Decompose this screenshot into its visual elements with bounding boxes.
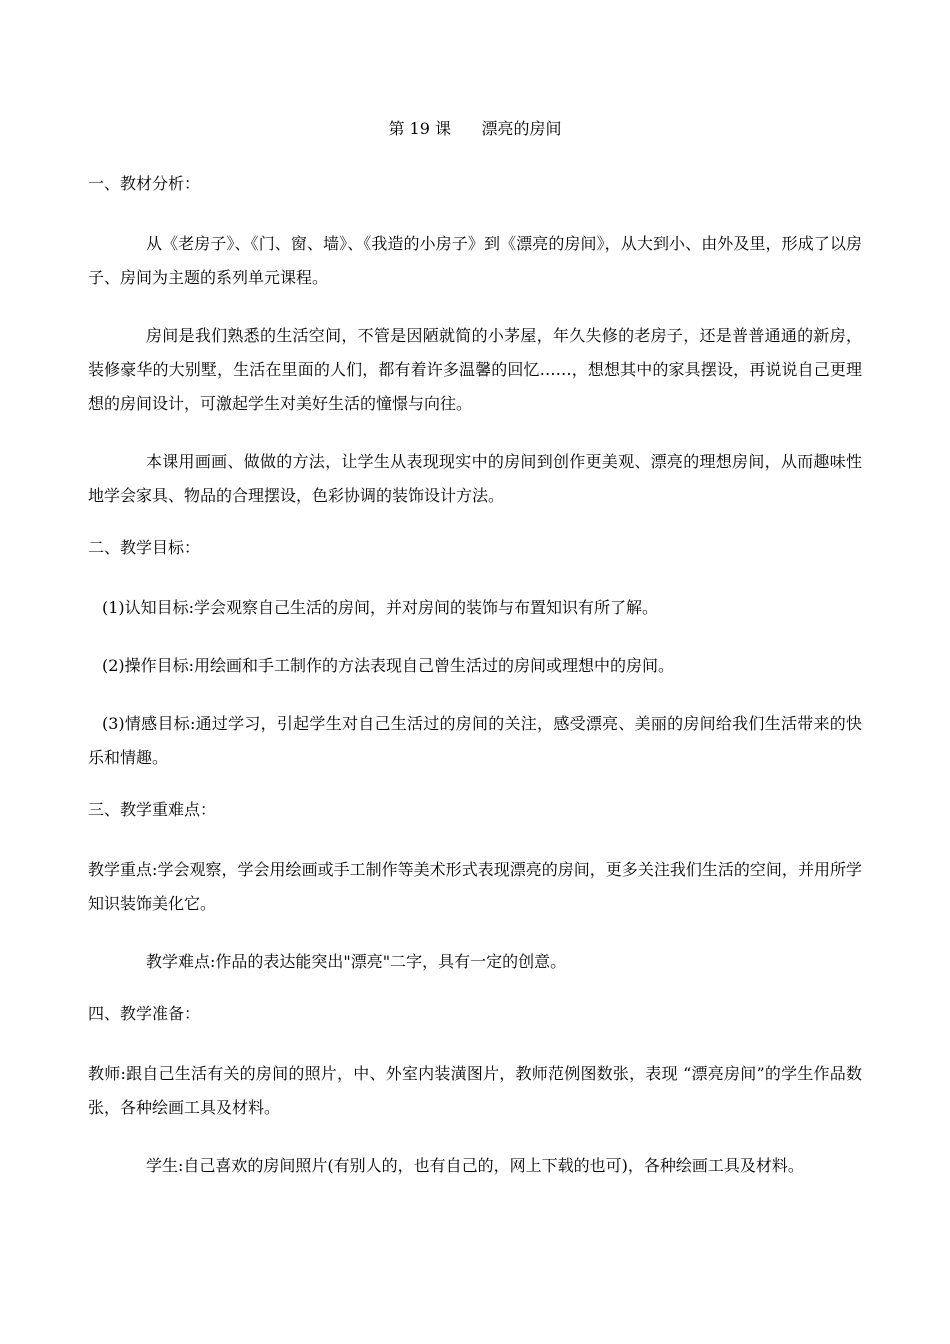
lesson-title: 第 19 课 漂亮的房间 (388, 119, 562, 138)
analysis-paragraph-3: 本课用画画、做做的方法，让学生从表现现实中的房间到创作更美观、漂亮的理想房间，从而趣味性地学会家具、物品的合理摆设，色彩协调的装饰设计方法。 (88, 452, 862, 505)
objective-cognitive: (1)认知目标:学会观察自己生活的房间，并对房间的装饰与布置知识有所了解。 (102, 598, 659, 617)
teacher-preparation: 教师:跟自己生活有关的房间的照片，中、外室内装潢图片，教师范例图数张，表现 “漂亮房间”的学生作品数张，各种绘画工具及材料。 (88, 1064, 862, 1117)
section-heading-preparation: 四、教学准备： (88, 1004, 201, 1023)
analysis-paragraph-2: 房间是我们熟悉的生活空间，不管是因陋就简的小茅屋，年久失修的老房子，还是普普通通的新房，装修豪华的大别墅，生活在里面的人们，都有着许多温馨的回忆……，想想其中的家具摆设，再说说自己更理想的房间设计，可激起学生对美好生活的憧憬与向往。 (88, 326, 862, 413)
objective-emotional: (3)情感目标:通过学习，引起学生对自己生活过的房间的关注，感受漂亮、美丽的房间给我们生活带来的快乐和情趣。 (88, 714, 862, 767)
student-preparation: 学生:自己喜欢的房间照片(有别人的，也有自己的，网上下载的也可)，各种绘画工具及材料。 (146, 1156, 804, 1175)
section-heading-objectives: 二、教学目标： (88, 538, 201, 557)
section-heading-key-points: 三、教学重难点： (88, 800, 217, 819)
section-heading-analysis: 一、教材分析： (88, 174, 201, 193)
teaching-key-point: 教学重点:学会观察，学会用绘画或手工制作等美术形式表现漂亮的房间，更多关注我们生活的空间，并用所学知识装饰美化它。 (88, 860, 862, 913)
objective-operation: (2)操作目标:用绘画和手工制作的方法表现自己曾生活过的房间或理想中的房间。 (102, 656, 675, 675)
analysis-paragraph-1: 从《老房子》、《门、窗、墙》、《我造的小房子》到《漂亮的房间》，从大到小、由外及里，形成了以房子、房间为主题的系列单元课程。 (88, 234, 862, 287)
teaching-difficulty: 教学难点:作品的表达能突出"漂亮"二字，具有一定的创意。 (146, 952, 567, 971)
document-body (88, 173, 862, 1207)
